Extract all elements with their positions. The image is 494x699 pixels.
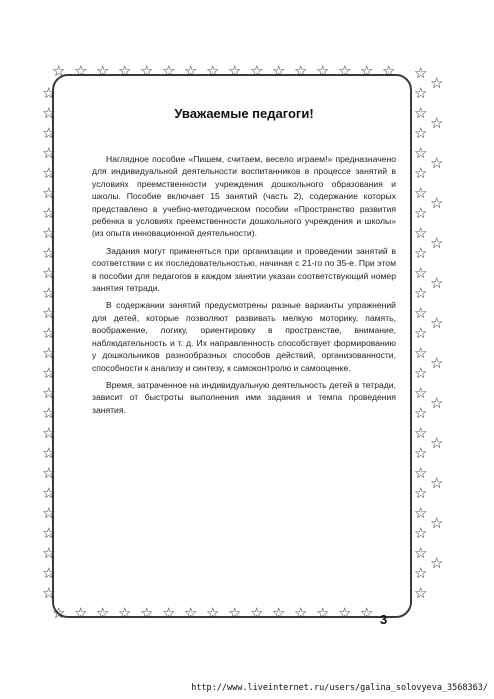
footer-url: http://www.liveinternet.ru/users/galina_solovyeva_3568363/ <box>191 683 488 693</box>
star-icon: ☆ <box>414 104 428 122</box>
star-icon: ☆ <box>414 284 428 302</box>
star-icon: ☆ <box>162 62 176 80</box>
star-icon: ☆ <box>42 304 56 322</box>
star-icon: ☆ <box>96 604 110 622</box>
star-icon: ☆ <box>250 604 264 622</box>
paragraph-2: Задания могут применяться при организации и проведении занятий в соответствии с их последовательностью, начиная с 21-го по 35-е. При этом в пособии для педагогов в каждом занятии указан соответствующий номер занятия тетради. <box>92 245 396 294</box>
star-icon: ☆ <box>42 224 56 242</box>
star-icon: ☆ <box>228 604 242 622</box>
star-icon: ☆ <box>42 144 56 162</box>
page-title: Уважаемые педагоги! <box>174 106 314 121</box>
star-icon: ☆ <box>316 62 330 80</box>
star-icon: ☆ <box>414 504 428 522</box>
document-body <box>92 98 396 421</box>
star-icon: ☆ <box>42 364 56 382</box>
star-icon: ☆ <box>42 524 56 542</box>
star-icon: ☆ <box>74 604 88 622</box>
star-icon: ☆ <box>206 604 220 622</box>
paragraph-1: Наглядное пособие «Пишем, считаем, весело играем!» предназначено для индивидуальной деятельности воспитанников в процессе занятий в условиях преемственности учреждения дошкольного образования и школы. Пособие включает 15 занятий (часть 2), содержание которых представлено в учебно-методическом пособии «Пространство развития ребенка в условиях преемственности дошкольного учреждения и школы» (из опыта инновационной деятельности). <box>92 154 396 239</box>
star-icon: ☆ <box>52 604 66 622</box>
star-icon: ☆ <box>42 404 56 422</box>
star-icon: ☆ <box>42 504 56 522</box>
star-icon: ☆ <box>42 424 56 442</box>
star-icon: ☆ <box>414 344 428 362</box>
star-icon: ☆ <box>414 184 428 202</box>
star-icon: ☆ <box>414 244 428 262</box>
star-icon: ☆ <box>42 184 56 202</box>
star-icon: ☆ <box>42 284 56 302</box>
star-icon: ☆ <box>140 62 154 80</box>
star-icon: ☆ <box>430 434 444 452</box>
star-icon: ☆ <box>430 354 444 372</box>
star-icon: ☆ <box>42 544 56 562</box>
star-icon: ☆ <box>430 514 444 532</box>
star-icon: ☆ <box>74 62 88 80</box>
star-icon: ☆ <box>338 604 352 622</box>
star-icon: ☆ <box>430 474 444 492</box>
star-icon: ☆ <box>338 62 352 80</box>
star-icon: ☆ <box>42 104 56 122</box>
star-icon: ☆ <box>360 604 374 622</box>
star-icon: ☆ <box>430 114 444 132</box>
star-icon: ☆ <box>294 62 308 80</box>
star-icon: ☆ <box>414 544 428 562</box>
star-icon: ☆ <box>162 604 176 622</box>
star-icon: ☆ <box>414 224 428 242</box>
star-icon: ☆ <box>42 124 56 142</box>
star-icon: ☆ <box>42 384 56 402</box>
star-icon: ☆ <box>42 164 56 182</box>
star-icon: ☆ <box>414 304 428 322</box>
star-icon: ☆ <box>414 64 428 82</box>
star-icon: ☆ <box>430 234 444 252</box>
star-icon: ☆ <box>414 564 428 582</box>
star-icon: ☆ <box>414 144 428 162</box>
star-icon: ☆ <box>42 464 56 482</box>
star-icon: ☆ <box>414 164 428 182</box>
star-icon: ☆ <box>42 264 56 282</box>
star-icon: ☆ <box>140 604 154 622</box>
star-icon: ☆ <box>414 464 428 482</box>
star-icon: ☆ <box>414 424 428 442</box>
star-icon: ☆ <box>206 62 220 80</box>
star-icon: ☆ <box>430 74 444 92</box>
star-icon: ☆ <box>430 394 444 412</box>
star-icon: ☆ <box>430 274 444 292</box>
star-icon: ☆ <box>414 324 428 342</box>
star-icon: ☆ <box>414 264 428 282</box>
star-icon: ☆ <box>42 484 56 502</box>
star-icon: ☆ <box>96 62 110 80</box>
star-icon: ☆ <box>382 62 396 80</box>
star-icon: ☆ <box>430 554 444 572</box>
star-icon: ☆ <box>42 344 56 362</box>
star-icon: ☆ <box>42 84 56 102</box>
page-number: 3 <box>380 612 388 627</box>
star-icon: ☆ <box>430 314 444 332</box>
star-icon: ☆ <box>430 194 444 212</box>
star-icon: ☆ <box>228 62 242 80</box>
star-icon: ☆ <box>42 444 56 462</box>
star-icon: ☆ <box>42 244 56 262</box>
star-icon: ☆ <box>414 444 428 462</box>
star-icon: ☆ <box>42 324 56 342</box>
star-icon: ☆ <box>272 604 286 622</box>
star-icon: ☆ <box>184 62 198 80</box>
star-icon: ☆ <box>316 604 330 622</box>
star-icon: ☆ <box>430 154 444 172</box>
star-icon: ☆ <box>272 62 286 80</box>
paragraph-3: В содержании занятий предусмотрены разные варианты упражнений для детей, которые позволяют развивать мелкую моторику, память, воображение, логику, ориентировку в пространстве, внимание, наблюдательность и т. д. Их направленность способствует формированию у дошкольников разнообразных способов действий, организованности, способности к анализу и синтезу, к самоконтролю и самооценке. <box>92 300 396 373</box>
star-icon: ☆ <box>414 204 428 222</box>
star-icon: ☆ <box>414 364 428 382</box>
star-icon: ☆ <box>184 604 198 622</box>
star-icon: ☆ <box>118 62 132 80</box>
star-icon: ☆ <box>414 404 428 422</box>
star-icon: ☆ <box>414 584 428 602</box>
paragraph-4: Время, затраченное на индивидуальную деятельность детей в тетради, зависит от быстроты выполнения ими задания и темпа проведения занятия. <box>92 379 396 415</box>
star-icon: ☆ <box>42 584 56 602</box>
star-icon: ☆ <box>52 62 66 80</box>
star-icon: ☆ <box>118 604 132 622</box>
star-icon: ☆ <box>414 84 428 102</box>
star-icon: ☆ <box>250 62 264 80</box>
star-icon: ☆ <box>42 204 56 222</box>
star-icon: ☆ <box>294 604 308 622</box>
star-icon: ☆ <box>414 384 428 402</box>
star-icon: ☆ <box>414 524 428 542</box>
star-icon: ☆ <box>42 564 56 582</box>
star-icon: ☆ <box>360 62 374 80</box>
star-icon: ☆ <box>414 484 428 502</box>
star-icon: ☆ <box>414 124 428 142</box>
